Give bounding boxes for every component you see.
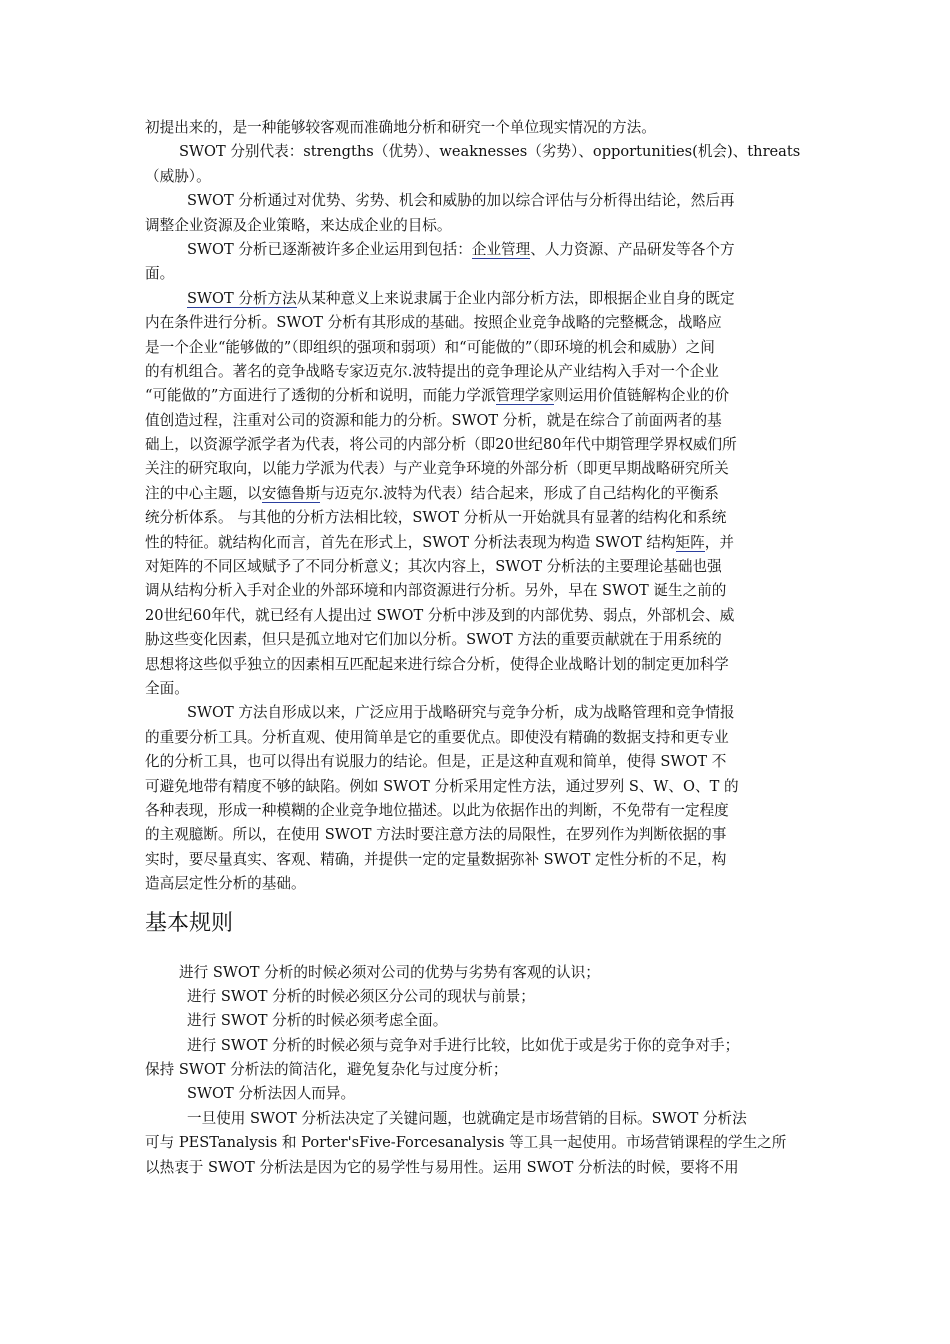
text-line: 的有机组合。著名的竞争战略专家迈克尔.波特提出的竞争理论从产业结构入手对一个企业 <box>145 362 719 380</box>
link-management-scientist[interactable]: 管理学家 <box>495 387 554 405</box>
text-span: “可能做的”方面进行了透彻的分析和说明，而能力学派 <box>145 387 496 405</box>
text-line: 可避免地带有精度不够的缺陷。例如 SWOT 分析采用定性方法，通过罗列 S、W、O、T 的 <box>145 777 739 795</box>
text-line: SWOT 分析通过对优势、劣势、机会和威胁的加以综合评估与分析得出结论，然后再 <box>187 192 735 210</box>
link-enterprise-management[interactable]: 企业管理 <box>471 240 531 258</box>
text-line: 础上，以资源学派学者为代表，将公司的内部分析（即20世纪80年代中期管理学界权威们所 <box>145 436 737 454</box>
text-line <box>145 482 809 506</box>
text-line: 调整企业资源及企业策略，来达成企业的目标。 <box>145 216 452 234</box>
text-line: 统分析体系。 与其他的分析方法相比较，SWOT 分析从一开始就具有显著的结构化和系统 <box>145 509 727 527</box>
text-line: 进行 SWOT 分析的时候必须区分公司的现状与前景； <box>187 987 535 1005</box>
text-line <box>145 384 809 408</box>
text-line <box>145 238 809 262</box>
text-line: 全面。 <box>145 679 189 697</box>
document-page <box>145 116 809 1180</box>
text-line: 的主观臆断。所以，在使用 SWOT 方法时要注意方法的局限性，在罗列作为判断依据的事 <box>145 826 727 844</box>
text-line: 保持 SWOT 分析法的简洁化，避免复杂化与过度分析； <box>145 1061 508 1079</box>
text-span: 与迈克尔.波特为代表）结合起来，形成了自己结构化的平衡系 <box>320 484 719 502</box>
text-span: ，并 <box>704 533 734 551</box>
text-line: SWOT 方法自形成以来，广泛应用于战略研究与竞争分析，成为战略管理和竞争情报 <box>187 704 735 722</box>
text-span: SWOT 分析已逐渐被许多企业运用到包括： <box>187 240 472 258</box>
link-matrix[interactable]: 矩阵 <box>675 533 705 551</box>
text-line: 一旦使用 SWOT 分析法决定了关键问题，也就确定是市场营销的目标。SWOT 分析法 <box>187 1109 747 1127</box>
text-line: 可与 PESTanalysis 和 Porter'sFive-Forcesanalysis 等工具一起使用。市场营销课程的学生之所 <box>145 1134 787 1152</box>
text-span: 性的特征。就结构化而言，首先在形式上，SWOT 分析法表现为构造 SWOT 结构 <box>145 533 676 551</box>
text-span: 注的中心主题，以 <box>145 484 262 502</box>
text-line: 调从结构分析入手对企业的外部环境和内部资源进行分析。另外，早在 SWOT 诞生之前的 <box>145 582 727 600</box>
text-line: 以热衷于 SWOT 分析法是因为它的易学性与易用性。运用 SWOT 分析法的时候，要将不用 <box>145 1158 739 1176</box>
text-line <box>145 531 809 555</box>
text-line: 各种表现，形成一种模糊的企业竞争地位描述。以此为依据作出的判断，不免带有一定程度 <box>145 801 729 819</box>
text-line: 初提出来的，是一种能够较客观而准确地分析和研究一个单位现实情况的方法。 <box>145 119 656 136</box>
section-heading: 基本规则 <box>145 910 234 936</box>
text-line <box>145 287 809 311</box>
text-line: 对矩阵的不同区域赋予了不同分析意义；其次内容上，SWOT 分析法的主要理论基础也强 <box>145 558 722 576</box>
text-span: 从某种意义上来说隶属于企业内部分析方法，即根据企业自身的既定 <box>296 289 735 307</box>
text-line: 是一个企业“能够做的”（即组织的强项和弱项）和“可能做的”（即环境的机会和威胁）之间 <box>145 338 715 356</box>
text-line: SWOT 分析法因人而异。 <box>187 1085 356 1103</box>
text-line: 面。 <box>145 265 175 283</box>
text-line: 进行 SWOT 分析的时候必须对公司的优势与劣势有客观的认识； <box>179 963 600 981</box>
text-line: 胁这些变化因素，但只是孤立地对它们加以分析。SWOT 方法的重要贡献就在于用系统的 <box>145 631 722 649</box>
text-line: 的重要分析工具。分析直观、使用简单是它的重要优点。即使没有精确的数据支持和更专业 <box>145 728 729 746</box>
text-line: 进行 SWOT 分析的时候必须与竞争对手进行比较，比如优于或是劣于你的竞争对手； <box>187 1036 740 1054</box>
text-line: SWOT 分别代表：strengths（优势）、weaknesses（劣势）、opportunities(机会)、threats <box>179 143 801 161</box>
text-line: 关注的研究取向，以能力学派为代表）与产业竞争环境的外部分析（即更早期战略研究所关 <box>145 460 729 478</box>
text-line: 实时，要尽量真实、客观、精确，并提供一定的定量数据弥补 SWOT 定性分析的不足，构 <box>145 850 727 868</box>
text-line: 进行 SWOT 分析的时候必须考虑全面。 <box>187 1012 448 1030</box>
text-line: 造高层定性分析的基础。 <box>145 875 306 893</box>
text-line: 值创造过程，注重对公司的资源和能力的分析。SWOT 分析，就是在综合了前面两者的基 <box>145 411 722 429</box>
text-line: （威胁）。 <box>145 167 211 185</box>
text-line: 化的分析工具，也可以得出有说服力的结论。但是，正是这种直观和简单，使得 SWOT 不 <box>145 753 727 771</box>
text-line: 20世纪60年代，就已经有人提出过 SWOT 分析中涉及到的内部优势、弱点，外部机会、威 <box>145 606 735 624</box>
link-swot-method[interactable]: SWOT 分析方法 <box>187 289 297 307</box>
link-andrews[interactable]: 安德鲁斯 <box>261 484 321 502</box>
text-span: 则运用价值链解构企业的价 <box>553 387 730 405</box>
text-line: 内在条件进行分析。SWOT 分析有其形成的基础。按照企业竞争战略的完整概念，战略应 <box>145 314 722 332</box>
text-line: 思想将这些似乎独立的因素相互匹配起来进行综合分析，使得企业战略计划的制定更加科学 <box>145 655 729 673</box>
text-span: 、人力资源、产品研发等各个方 <box>530 240 735 258</box>
